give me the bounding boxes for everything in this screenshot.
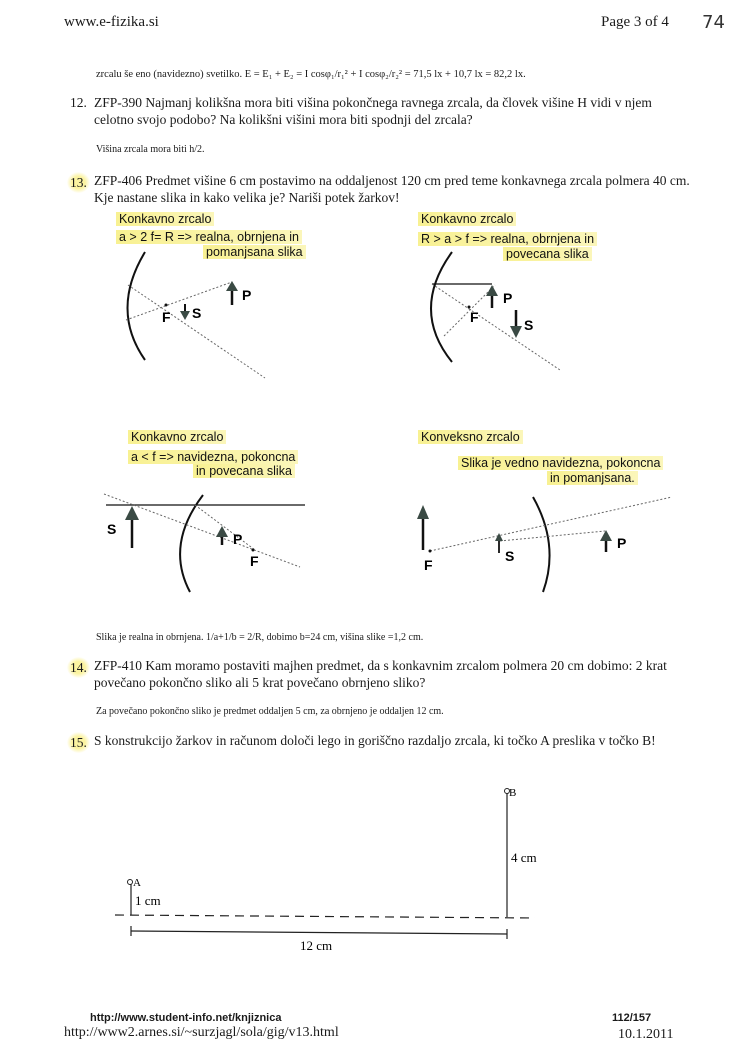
diagram-2-rays [431,252,560,370]
image-label: S [107,521,117,537]
diagram-4-line2: in pomanjsana. [547,471,638,485]
point-a-label: A [133,877,141,889]
question-text: ZFP-390 Najmanj kolikšna mora biti višina pokončnega ravnega zrcala, da človek višine H vidi v njem celotno svojo podobo? Na kolikšni višini mora biti spodnji del zrcala? [94,95,652,127]
concave-mirror [180,495,203,592]
distance-label: 12 cm [300,938,333,953]
question-text: ZFP-410 Kam moramo postaviti majhen predmet, da s konkavnim zrcalom polmera 20 cm dobimo: 2 krat povečano pokončno sliko ali 5 krat povečano obrnjeno sliko? [94,658,667,690]
footer-page-count: 112/157 [612,1012,652,1024]
answer-12: Višina zrcala mora biti h/2. [96,144,205,155]
distance-line [131,931,507,934]
answer-13: Slika je realna in obrnjena. 1/a+1/b = 2/R, dobimo b=24 cm, višina slike =1,2 cm. [96,632,424,643]
diagram-1-line1: a > 2 f= R => realna, obrnjena in [116,230,302,244]
footer-source-link[interactable]: http://www.student-info.net/knjiznica [90,1012,282,1024]
point-b-label: B [509,787,517,799]
diagram-3-rays [104,494,305,592]
height-b-label: 4 cm [511,850,537,865]
question-text: S konstrukcijo žarkov in računom določi lego in goriščno razdaljo zrcala, ki točko A preslika v točko B! [94,733,656,748]
object-label: P [617,535,627,551]
concave-mirror [431,252,452,362]
diagram-1-title: Konkavno zrcalo [116,212,214,226]
figure-15 [115,789,535,940]
concave-mirror [128,252,146,360]
height-a-label: 1 cm [135,893,161,908]
point-a-marker [128,880,133,885]
handwritten-page-number: 74 [702,12,725,33]
convex-mirror [533,497,550,592]
focus-label: F [250,553,259,569]
question-number: 15. [67,732,90,753]
diagram-3-line1: a < f => navidezna, pokoncna [128,450,298,464]
diagram-3-line2: in povecana slika [193,464,295,478]
question-text: ZFP-406 Predmet višine 6 cm postavimo na oddaljenost 120 cm pred teme konkavnega zrcala polmera 40 cm. Kje nastane slika in kako velika je? Nariši potek žarkov! [94,173,690,205]
image-label: S [192,305,202,321]
diagram-4-rays [417,497,672,592]
object-label: P [233,531,243,547]
continuation-text: zrcalu še eno (navidezno) svetilko. E = E₁ + E₂ = I cosφ₁/r₁² + I cosφ₂/r₂² = 71,5 lx + 10,7 lx = 82,2 lx. [96,69,526,80]
site-url: www.e-fizika.si [64,14,159,30]
object-label: P [242,287,252,303]
object-label: P [503,290,513,306]
focus-label: F [162,309,171,325]
diagram-3-title: Konkavno zrcalo [128,430,226,444]
question-14 [0,657,750,697]
question-15 [0,732,750,752]
diagram-4-line1: Slika je vedno navidezna, pokoncna [458,456,663,470]
footer-date: 10.1.2011 [618,1027,674,1042]
diagram-1-line2: pomanjsana slika [203,245,306,259]
diagram-2-line2: povecana slika [503,247,592,261]
footer-source-url[interactable]: http://www2.arnes.si/~surzjagl/sola/gig/v13.html [64,1025,339,1040]
question-number: 12. [70,95,87,110]
diagram-2-title: Konkavno zrcalo [418,212,516,226]
image-label: S [524,317,534,333]
diagram-4-title: Konveksno zrcalo [418,430,523,444]
question-number: 14. [67,657,90,678]
focus-label: F [470,309,479,325]
focus-label: F [424,557,433,573]
image-label: S [505,548,515,564]
diagram-2-line1: R > a > f => realna, obrnjena in [418,232,597,246]
optical-axis [115,915,535,918]
question-number: 13. [67,172,90,193]
answer-14: Za povečano pokončno sliko je predmet oddaljen 5 cm, za obrnjeno je oddaljen 12 cm. [96,706,444,717]
page-indicator: Page 3 of 4 [601,14,669,30]
